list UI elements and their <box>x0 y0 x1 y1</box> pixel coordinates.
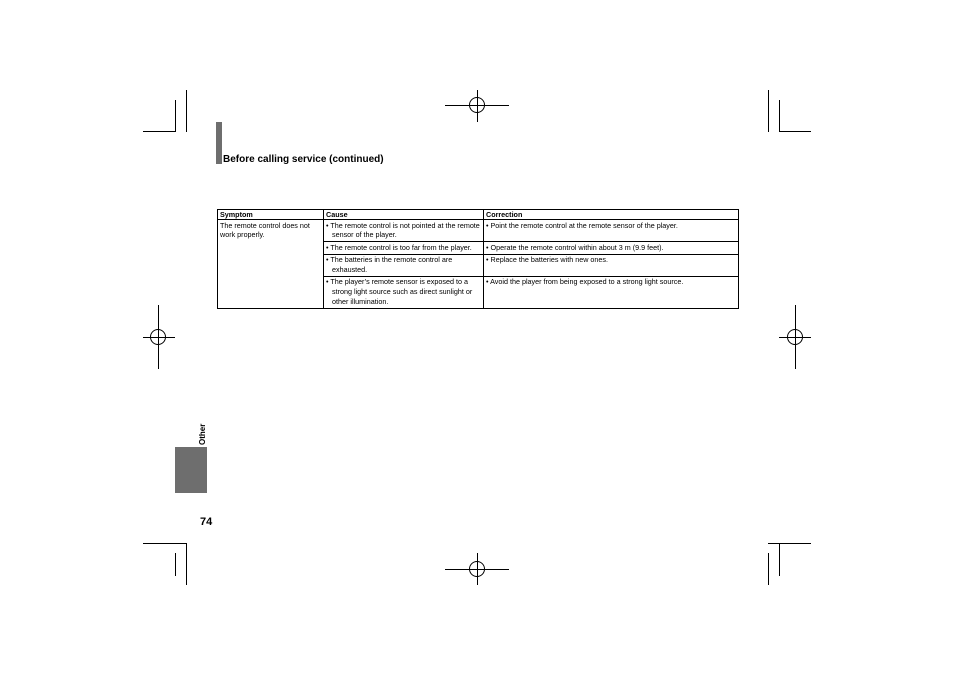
crop-mark <box>186 543 187 585</box>
section-bar <box>216 122 222 164</box>
correction-cell <box>484 254 739 276</box>
column-header-cause: Cause <box>324 210 484 220</box>
cause-cell <box>324 220 484 242</box>
troubleshooting-table <box>217 209 739 309</box>
correction-text: • Replace the batteries with new ones. <box>486 255 608 265</box>
crop-mark <box>143 543 186 544</box>
registration-mark <box>787 329 803 345</box>
cause-cell <box>324 242 484 255</box>
column-header-correction: Correction <box>484 210 739 220</box>
crop-mark <box>143 131 176 132</box>
crop-mark <box>768 543 811 544</box>
cause-cell <box>324 276 484 308</box>
correction-text: • Operate the remote control within about 3 m (9.9 feet). <box>486 242 664 252</box>
correction-text: • Point the remote control at the remote sensor of the player. <box>486 220 678 230</box>
crop-mark <box>186 90 187 132</box>
correction-cell <box>484 276 739 308</box>
cause-text: • The remote control is too far from the player. <box>326 242 472 252</box>
table-row <box>218 220 739 242</box>
registration-mark <box>469 97 485 113</box>
cause-text: • The player’s remote sensor is exposed to a strong light source such as direct sunlight or other illumination. <box>326 277 473 306</box>
crop-mark <box>768 90 769 132</box>
correction-cell <box>484 220 739 242</box>
page-number: 74 <box>200 516 213 528</box>
crop-mark <box>768 553 769 585</box>
crop-mark <box>175 100 176 132</box>
column-header-symptom: Symptom <box>218 210 324 220</box>
correction-text: • Avoid the player from being exposed to a strong light source. <box>486 277 684 287</box>
table-header-row <box>218 210 739 220</box>
crop-mark <box>779 543 780 576</box>
crop-mark <box>175 553 176 576</box>
correction-cell <box>484 242 739 255</box>
section-heading: Before calling service (continued) <box>223 154 384 165</box>
crop-mark <box>779 131 811 132</box>
cause-cell <box>324 254 484 276</box>
side-tab <box>175 447 207 493</box>
side-tab-label: Other <box>198 423 207 445</box>
cause-text: • The remote control is not pointed at the remote sensor of the player. <box>326 220 480 240</box>
crop-mark <box>779 100 780 132</box>
registration-mark <box>469 561 485 577</box>
cause-text: • The batteries in the remote control are exhausted. <box>326 255 453 274</box>
symptom-cell: The remote control does not work properly. <box>218 220 324 309</box>
registration-mark <box>150 329 166 345</box>
